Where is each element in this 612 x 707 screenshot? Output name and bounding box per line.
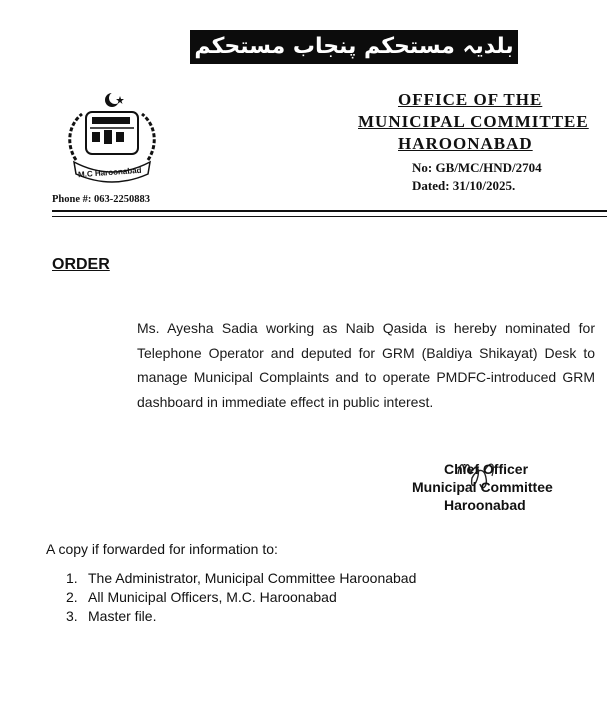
signatory-office: Municipal Committee	[412, 479, 553, 495]
recipient-text: Master file.	[88, 608, 157, 624]
copy-recipient-list	[66, 569, 416, 626]
seal-ribbon-text: M.C Haroonabad	[77, 165, 142, 180]
office-title-line3: HAROONABAD	[398, 134, 533, 153]
reference-number: No: GB/MC/HND/2704	[412, 160, 542, 175]
list-number: 1.	[66, 570, 78, 586]
order-body: Ms. Ayesha Sadia working as Naib Qasida is hereby nominated for Telephone Operator and deputed for GRM (Baldiya Shikayat) Desk to manage Municipal Complaints and to operate PMDFC-introduced GRM dashboard in immediate effect in public interest.	[137, 320, 595, 410]
list-item	[66, 607, 416, 626]
office-title-line2: MUNICIPAL COMMITTEE	[358, 112, 589, 131]
office-title-line1: OFFICE OF THE	[398, 90, 543, 109]
list-item	[66, 569, 416, 588]
recipient-text: The Administrator, Municipal Committee Haroonabad	[88, 570, 417, 586]
list-item	[66, 588, 416, 607]
signatory-title: Chief Officer	[444, 461, 529, 477]
urdu-banner: بلدیہ مستحکم پنجاب مستحکم	[190, 30, 518, 64]
signatory-location: Haroonabad	[444, 497, 526, 513]
copy-forward-intro: A copy if forwarded for information to:	[46, 541, 278, 557]
order-title: ORDER	[52, 256, 110, 273]
phone-number: Phone #: 063-2250883	[52, 194, 150, 205]
recipient-text: All Municipal Officers, M.C. Haroonabad	[88, 589, 337, 605]
list-number: 2.	[66, 589, 78, 605]
dated: Dated: 31/10/2025.	[412, 178, 516, 193]
list-number: 3.	[66, 608, 78, 624]
header-divider-thin	[52, 216, 607, 217]
header-divider	[52, 210, 607, 212]
